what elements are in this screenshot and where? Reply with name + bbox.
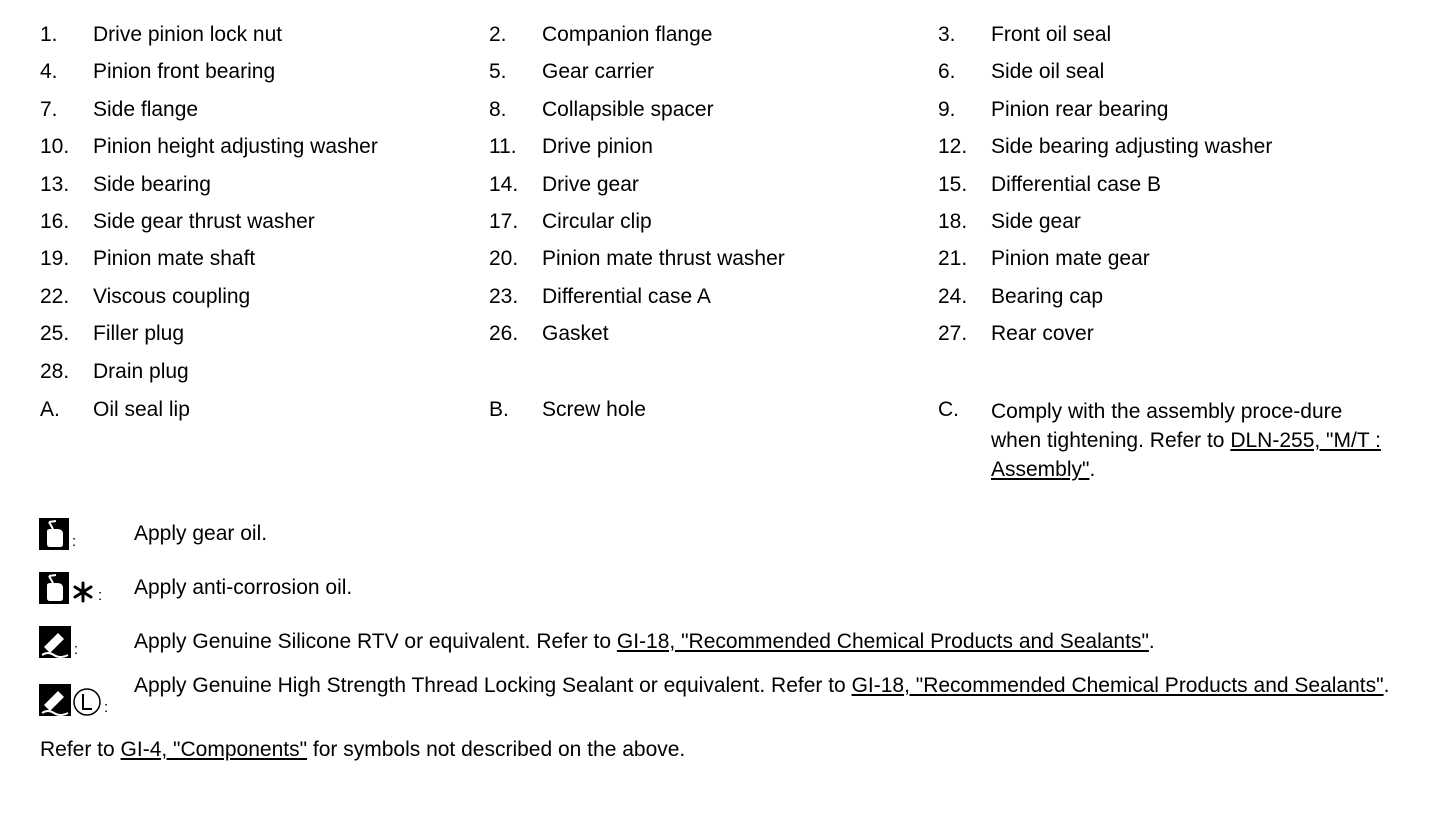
silicone-text-end: .	[1148, 630, 1155, 653]
legend-number: C.	[938, 398, 959, 421]
legend-label: Pinion mate shaft	[93, 247, 256, 271]
gear-oil-text: Apply gear oil.	[134, 522, 268, 545]
legend-number: 20.	[489, 247, 519, 271]
legend-label: Side gear thrust washer	[93, 210, 315, 233]
legend-label: Filler plug	[93, 322, 185, 346]
legend-number: 5.	[489, 60, 507, 84]
asterisk-icon	[70, 579, 96, 605]
footer-text-start: Refer to	[40, 738, 121, 761]
legend-label: Collapsible spacer	[542, 97, 714, 121]
legend-number: 27.	[938, 322, 968, 346]
footer-text-end: for symbols not described on the above.	[307, 738, 686, 761]
legend-number: 14.	[489, 172, 519, 196]
legend-row	[0, 321, 1440, 347]
sealant-icon	[38, 683, 72, 717]
silicone-symbol	[38, 625, 78, 659]
legend-number: 2.	[489, 23, 507, 46]
legend-number: 23.	[489, 284, 519, 308]
legend-number: 11.	[489, 135, 517, 159]
legend-number: 10.	[40, 135, 70, 159]
legend-label: Rear cover	[991, 322, 1094, 346]
legend-label: Screw hole	[542, 398, 646, 421]
legend-label: Side bearing adjusting washer	[991, 135, 1273, 159]
legend-row	[0, 134, 1440, 160]
legend-number: 15.	[938, 172, 968, 196]
legend-number: 19.	[40, 247, 70, 271]
legend-label: Gasket	[542, 322, 609, 346]
legend-row	[0, 359, 1440, 385]
legend-label: Pinion mate thrust washer	[542, 247, 785, 271]
symbol-colon: :	[98, 587, 103, 604]
legend-label: Gear carrier	[542, 60, 655, 84]
legend-row	[0, 246, 1440, 272]
assembly-reference-link[interactable]: DLN-255, "M/T : Assembly"	[991, 429, 1381, 481]
circled-l-icon	[72, 687, 102, 717]
legend-label: Bearing cap	[991, 284, 1104, 308]
symbol-colon: :	[104, 699, 109, 716]
legend-number: 12.	[938, 135, 968, 159]
legend-number: 17.	[489, 210, 519, 233]
legend-number: B.	[489, 398, 509, 421]
legend-number: 25.	[40, 322, 70, 346]
anti-corrosion-symbol	[38, 571, 102, 605]
legend-number: 24.	[938, 284, 968, 308]
gi-18-link[interactable]: GI-18, "Recommended Chemical Products and Sealants"	[616, 630, 1149, 653]
legend-label: Circular clip	[542, 210, 652, 233]
legend-row	[0, 209, 1440, 235]
legend-label: Pinion rear bearing	[991, 97, 1169, 121]
legend-number: 8.	[489, 97, 507, 121]
footer-note	[40, 737, 685, 762]
legend-label: Side flange	[93, 97, 199, 121]
thread-lock-text	[134, 671, 1394, 700]
legend-number: 26.	[489, 322, 519, 346]
legend-label: Viscous coupling	[93, 284, 251, 308]
legend-label: Drive pinion	[542, 135, 653, 159]
legend-number: 13.	[40, 172, 70, 196]
legend-number: 16.	[40, 210, 70, 233]
note-text-end: .	[1089, 458, 1096, 481]
symbol-colon: :	[74, 641, 79, 658]
gi-18-link[interactable]: GI-18, "Recommended Chemical Products and Sealants"	[851, 674, 1384, 697]
legend-row	[0, 284, 1440, 310]
legend-label: Differential case B	[991, 172, 1162, 196]
legend-label: Differential case A	[542, 284, 711, 308]
legend-number: 7.	[40, 97, 58, 121]
legend-number: A.	[40, 398, 60, 421]
legend-label: Drive pinion lock nut	[93, 23, 283, 46]
anti-corrosion-text: Apply anti-corrosion oil.	[134, 576, 353, 599]
legend-label: Front oil seal	[991, 23, 1112, 46]
gear-oil-symbol	[38, 517, 76, 551]
legend-label: Drain plug	[93, 359, 189, 383]
legend-number: 28.	[40, 359, 70, 383]
gi-4-link[interactable]: GI-4, "Components"	[120, 738, 308, 761]
note-text: Comply with the assembly proce-dure when tightening. Refer to	[991, 400, 1343, 452]
oil-can-icon	[38, 571, 70, 605]
legend-number: 22.	[40, 284, 70, 308]
legend-label: Pinion mate gear	[991, 247, 1150, 271]
legend-number: 21.	[938, 247, 968, 271]
legend-label: Pinion front bearing	[93, 60, 276, 84]
symbol-colon: :	[72, 533, 77, 550]
oil-can-icon	[38, 517, 70, 551]
legend-number: 3.	[938, 23, 956, 46]
legend-number: 1.	[40, 23, 58, 46]
legend-number: 18.	[938, 210, 968, 233]
legend-row	[0, 22, 1440, 48]
legend-row	[0, 172, 1440, 198]
legend-label: Pinion height adjusting washer	[93, 135, 378, 159]
legend-label: Drive gear	[542, 172, 639, 196]
legend-label: Companion flange	[542, 23, 713, 46]
legend-number: 6.	[938, 60, 956, 84]
thread-lock-text-end: .	[1383, 674, 1390, 697]
silicone-text-start: Apply Genuine Silicone RTV or equivalent. Refer to	[134, 630, 617, 653]
silicone-text	[134, 629, 1155, 654]
thread-lock-symbol	[38, 683, 108, 717]
legend-number: 9.	[938, 97, 956, 121]
legend-label: Side bearing	[93, 172, 211, 196]
thread-lock-text-start: Apply Genuine High Strength Thread Locking Sealant or equivalent. Refer to	[134, 674, 852, 697]
legend-label: Oil seal lip	[93, 398, 190, 421]
legend-label: Side gear	[991, 210, 1081, 233]
sealant-icon	[38, 625, 72, 659]
legend-row	[0, 97, 1440, 123]
legend-row	[0, 59, 1440, 85]
assembly-note	[991, 397, 1391, 484]
legend-label: Side oil seal	[991, 60, 1105, 84]
legend-number: 4.	[40, 60, 58, 84]
